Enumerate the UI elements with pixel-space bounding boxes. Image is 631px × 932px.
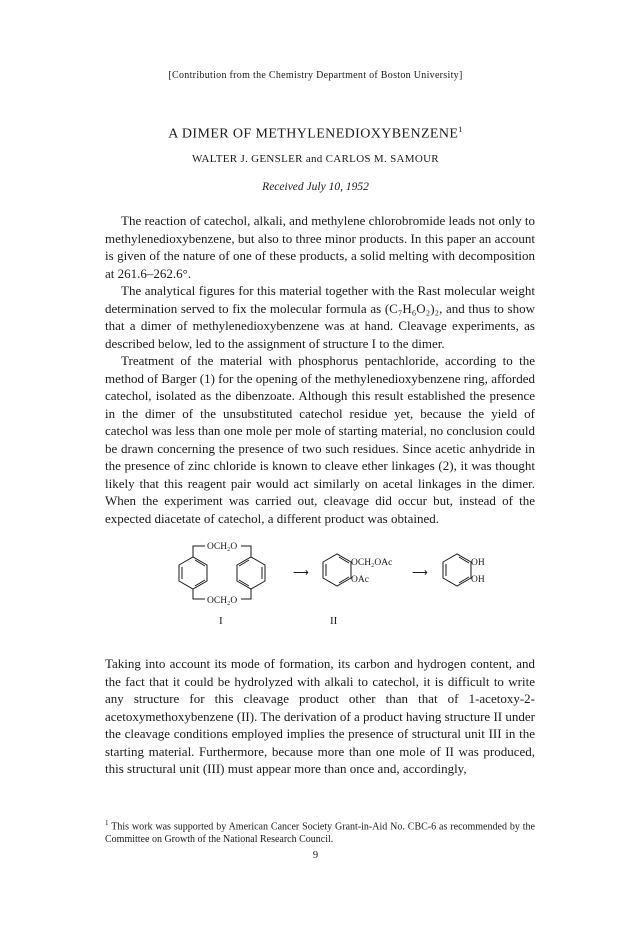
title-footnote-mark: 1: [458, 125, 463, 134]
substituent-oh-bottom: OH: [471, 575, 485, 585]
paper-title: [0, 125, 631, 143]
reaction-arrow-1: ⟶: [293, 567, 309, 579]
paragraph-4: Taking into account its mode of formation, its carbon and hydrogen content, and the fact that it could be hydrolyzed with alkali to catechol, it is difficult to write any structure for this cleavage product other than that of 1-acetoxy-2-acetoxymethoxybenzene (II). The derivation of a product having structure II under the cleavage conditions employed implies the presence of structural unit III in the starting material. Furthermore, because more than one mole of II was produced, this structural unit (III) must appear more than once and, accordingly,: [105, 656, 535, 776]
authors-line: WALTER J. GENSLER and CARLOS M. SAMOUR: [192, 153, 439, 165]
ring-I-left: [179, 557, 207, 589]
paragraph-3: Treatment of the material with phosphorus pentachloride, according to the method of Barger (1) for the opening of the methylenedioxybenzene ring, afforded catechol, isolated as the dibenzoate. Although this result established the presence in the dimer of the unsubstituted catechol residue yet, because the yield of catechol was less than one mole per mole of starting material, no conclusion could be drawn concerning the presence of two such residues. Since acetic anhydride in the presence of zinc chloride is known to cleave ether linkages (2), it was thought likely that this reagent pair would act similarly on acetal linkages in the dimer. When the experiment was carried out, cleavage did occur but, instead of the expected diacetate of catechol, a different product was obtained.: [105, 353, 535, 526]
reaction-scheme: [165, 528, 505, 648]
body-text-top: [105, 212, 535, 527]
received-date: Received July 10, 1952: [262, 181, 369, 193]
contribution-header: [Contribution from the Chemistry Department of Boston University]: [168, 70, 463, 81]
footnote-mark: 1: [105, 819, 109, 827]
paragraph-2: The analytical figures for this material together with the Rast molecular weight determination served to fix the molecular formula as (C₇H₆O₂)₂, and thus to show that a dimer of methylenedioxybenzene was at hand. Cleavage experiments, as described below, led to the assignment of structure I to the dimer.: [105, 283, 535, 351]
substituent-oh-top: OH: [471, 558, 485, 568]
body-text-bottom: [105, 655, 535, 778]
structure-label-I: I: [219, 615, 223, 627]
paragraph-1: The reaction of catechol, alkali, and methylene chlorobromide leads not only to methylenedioxybenzene, but also to three minor products. In this paper an account is given of the nature of one of these products, a solid melting with decomposition at 261.6–262.6°.: [105, 213, 535, 281]
structure-label-II: II: [330, 615, 338, 627]
reaction-scheme-svg: [165, 528, 505, 648]
substituent-och2oac: OCH₂OAc: [351, 558, 393, 568]
footnote: [105, 817, 535, 846]
top-bridge-label: OCH₂O: [207, 542, 238, 552]
page-number: 9: [312, 850, 319, 861]
ring-II: [323, 554, 351, 586]
footnote-text: This work was supported by American Cancer Society Grant-in-Aid No. CBC-6 as recommended by the Committee on Growth of the National Research Council.: [105, 821, 535, 846]
substituent-oac: OAc: [351, 575, 369, 585]
ring-catechol: [443, 554, 471, 586]
paper-title-text: A DIMER OF METHYLENEDIOXYBENZENE: [168, 126, 459, 142]
ring-I-right: [237, 557, 265, 589]
bottom-bridge-label: OCH₂O: [207, 596, 238, 606]
reaction-arrow-2: ⟶: [412, 567, 428, 579]
